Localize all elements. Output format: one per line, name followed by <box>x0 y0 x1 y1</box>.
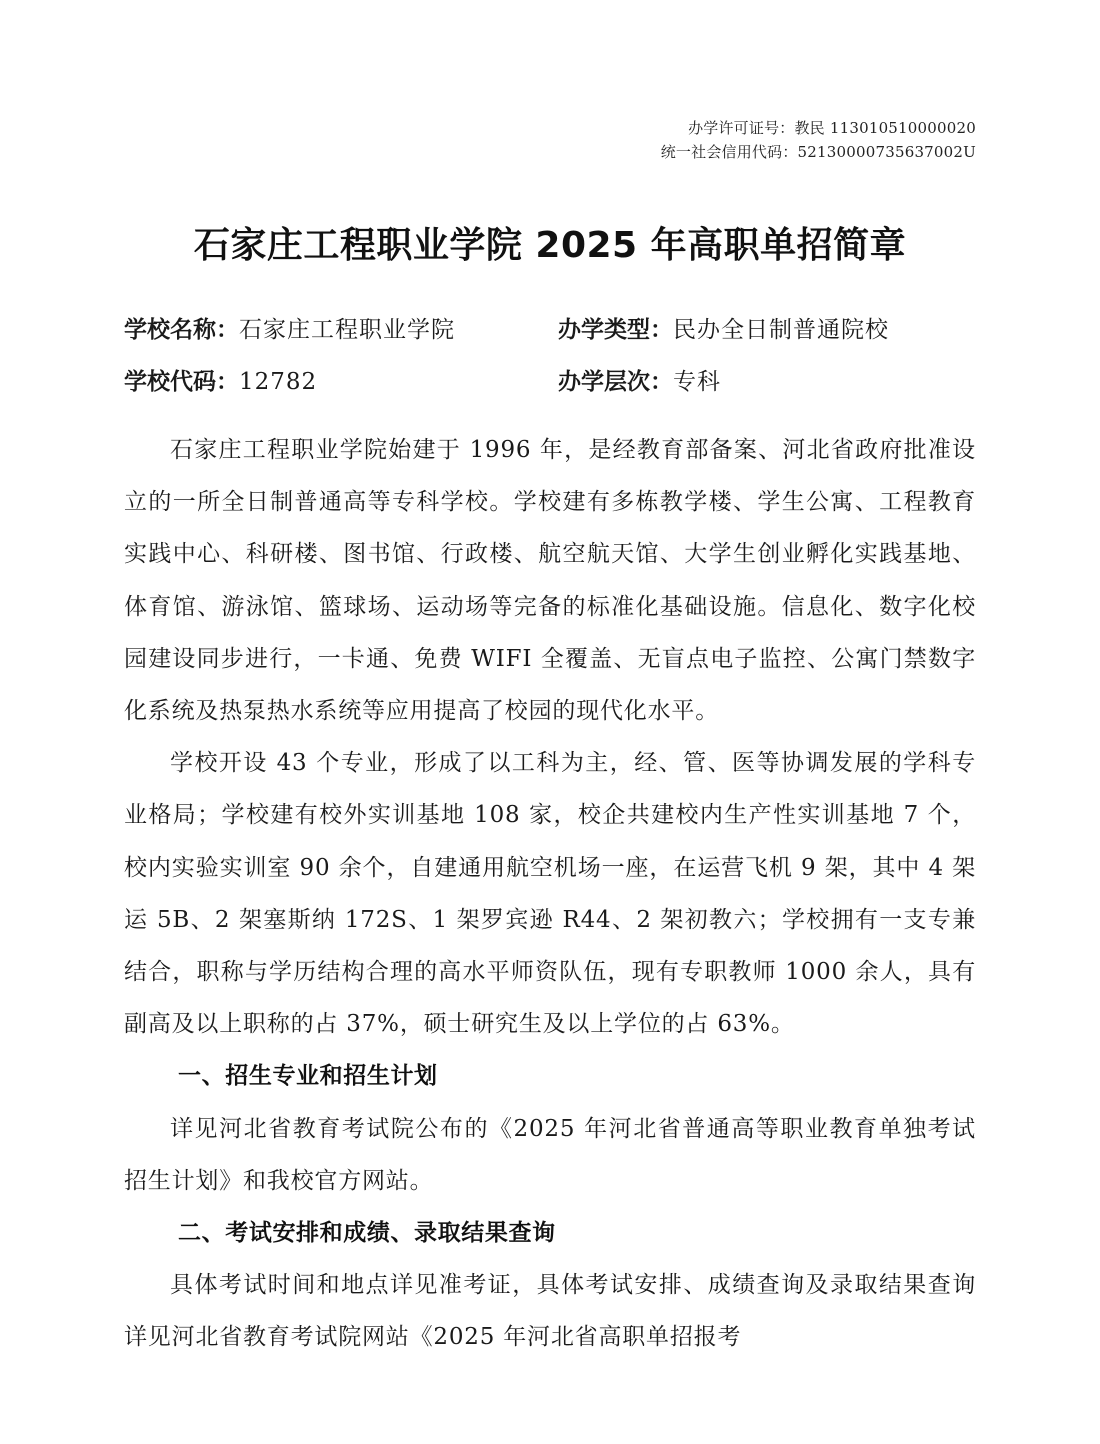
document-body <box>124 424 976 1364</box>
credit-code: 统一社会信用代码：52130000735637002U <box>660 143 976 161</box>
school-name-value: 石家庄工程职业学院 <box>239 317 455 343</box>
school-type-field <box>558 310 889 350</box>
school-info-row-1 <box>124 310 984 350</box>
school-license-number: 办学许可证号：教民 113010510000020 <box>688 119 976 137</box>
school-type-value: 民办全日制普通院校 <box>673 317 889 343</box>
school-level-field <box>558 362 721 402</box>
school-code-value: 12782 <box>239 369 318 395</box>
school-code-field <box>124 362 317 402</box>
enrollment-plan-paragraph: 详见河北省教育考试院公布的《2025 年河北省普通高等职业教育单独考试招生计划》和我校官方网站。 <box>124 1115 976 1194</box>
school-level-label: 办学层次： <box>558 369 673 395</box>
exam-arrangement-paragraph: 具体考试时间和地点详见准考证，具体考试安排、成绩查询及录取结果查询详见河北省教育考试院网站《2025 年河北省高职单招报考 <box>124 1272 976 1351</box>
school-level-value: 专科 <box>673 369 721 395</box>
school-code-label: 学校代码： <box>124 369 239 395</box>
school-info-row-2 <box>124 362 984 402</box>
license-info <box>661 116 976 164</box>
section-heading-exam-arrangement: 二、考试安排和成绩、录取结果查询 <box>178 1220 556 1247</box>
school-name-field <box>124 310 455 350</box>
school-type-label: 办学类型： <box>558 317 673 343</box>
school-name-label: 学校名称： <box>124 317 239 343</box>
document-title: 石家庄工程职业学院 2025 年高职单招简章 <box>193 225 907 266</box>
section-heading-enrollment-plan: 一、招生专业和招生计划 <box>178 1063 438 1090</box>
intro-paragraph: 石家庄工程职业学院始建于 1996 年，是经教育部备案、河北省政府批准设立的一所全日制普通高等专科学校。学校建有多栋教学楼、学生公寓、工程教育实践中心、科研楼、图书馆、行政楼、航空航天馆、大学生创业孵化实践基地、体育馆、游泳馆、篮球场、运动场等完备的标准化基础设施。信息化、数字化校园建设同步进行，一卡通、免费 WIFI 全覆盖、无盲点电子监控、公寓门禁数字化系统及热泵热水系统等应用提高了校园的现代化水平。 <box>124 437 976 725</box>
majors-paragraph: 学校开设 43 个专业，形成了以工科为主，经、管、医等协调发展的学科专业格局；学校建有校外实训基地 108 家，校企共建校内生产性实训基地 7 个，校内实验实训室 90 余个，自建通用航空机场一座，在运营飞机 9 架，其中 4 架运 5B、2 架塞斯纳 172S、1 架罗宾逊 R44、2 架初教六；学校拥有一支专兼结合，职称与学历结构合理的高水平师资队伍，现有专职教师 1000 余人，具有副高及以上职称的占 37%，硕士研究生及以上学位的占 63%。 <box>124 750 976 1038</box>
